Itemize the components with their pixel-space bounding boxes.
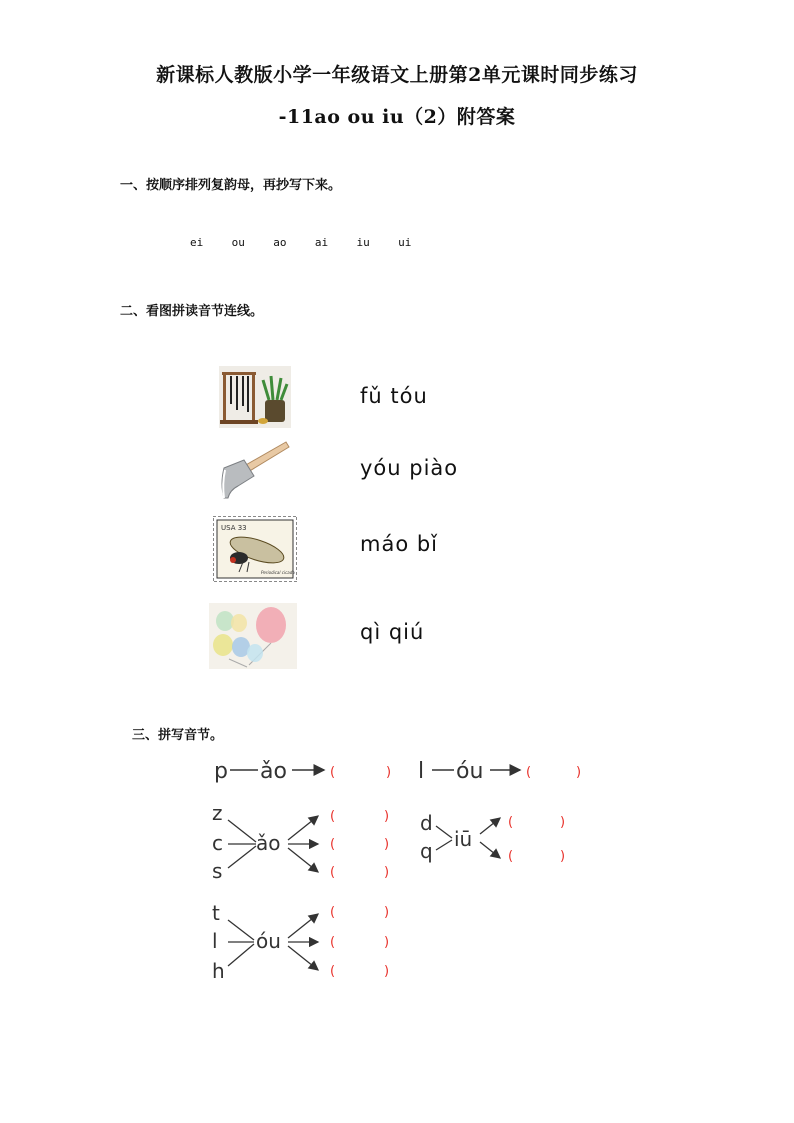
group-iu <box>420 811 565 864</box>
final-item: ei <box>190 236 204 249</box>
pinyin-word: máo bǐ <box>360 532 439 556</box>
initial-letter: d <box>420 811 433 835</box>
arrow <box>288 914 318 938</box>
answer-paren-close: ) <box>384 935 390 950</box>
connector-line <box>228 820 256 842</box>
group-ao <box>212 801 389 883</box>
answer-paren-open[interactable]: ( <box>508 815 514 830</box>
answer-paren-open[interactable]: ( <box>330 837 336 852</box>
arrow <box>288 848 318 872</box>
stamp-caption: Periodical cicada <box>261 570 295 575</box>
final-item: ui <box>398 236 412 249</box>
arrow <box>288 816 318 840</box>
answer-paren-open[interactable]: ( <box>330 809 336 824</box>
pinyin-word: yóu piào <box>360 456 459 480</box>
final-syllable: ǎo <box>256 831 281 855</box>
answer-paren-close: ) <box>384 964 390 979</box>
brush-picture <box>219 366 291 428</box>
answer-paren-close: ) <box>384 837 390 852</box>
arrow <box>480 842 500 858</box>
connector-line <box>436 826 452 838</box>
connector-line <box>436 840 452 850</box>
answer-paren-open[interactable]: ( <box>330 865 336 880</box>
initial-letter: p <box>214 759 228 784</box>
final-syllable: óu <box>256 929 281 953</box>
final-item: iu <box>356 236 370 249</box>
initial-letter: q <box>420 839 433 863</box>
arrow <box>480 818 500 834</box>
initial-letter: l <box>418 759 425 784</box>
finals-list <box>190 236 433 249</box>
pinyin-word: qì qiú <box>360 620 425 644</box>
initial-letter: z <box>212 801 223 825</box>
initial-letter: l <box>212 929 218 953</box>
initial-letter: c <box>212 831 223 855</box>
page-subtitle: -11ao ou iu（2）附答案 <box>278 106 516 128</box>
row1-right <box>418 759 581 784</box>
final-item: ou <box>231 236 245 249</box>
connector-line <box>228 920 254 940</box>
answer-paren-close: ) <box>384 865 390 880</box>
final-item: ao <box>273 236 287 249</box>
answer-paren-open[interactable]: ( <box>508 849 514 864</box>
final-item: ai <box>314 236 329 249</box>
answer-paren-close: ) <box>560 849 566 864</box>
connector-line <box>228 846 256 868</box>
answer-paren-close: ) <box>560 815 566 830</box>
balloons-picture <box>209 603 297 669</box>
answer-paren-close: ) <box>576 765 582 780</box>
group-ou <box>212 901 389 983</box>
final-syllable: óu <box>456 759 484 784</box>
initial-letter: h <box>212 959 225 983</box>
axe-picture <box>216 440 290 502</box>
answer-paren-open[interactable]: ( <box>330 935 336 950</box>
initial-letter: s <box>212 859 223 883</box>
row1-left <box>214 759 391 784</box>
stamp-text: USA 33 <box>221 524 247 532</box>
answer-paren-open[interactable]: ( <box>330 765 336 780</box>
pinyin-word: fǔ tóu <box>360 384 428 408</box>
spelling-exercise <box>200 750 620 990</box>
stamp-picture <box>213 516 297 582</box>
answer-paren-open[interactable]: ( <box>526 765 532 780</box>
page-title: 新课标人教版小学一年级语文上册第2单元课时同步练习 <box>156 64 638 86</box>
answer-paren-open[interactable]: ( <box>330 964 336 979</box>
final-syllable: iū <box>454 827 473 851</box>
answer-paren-open[interactable]: ( <box>330 905 336 920</box>
answer-paren-close: ) <box>384 809 390 824</box>
final-syllable: ǎo <box>260 759 287 784</box>
answer-paren-close: ) <box>384 905 390 920</box>
arrow <box>288 946 318 970</box>
section3-heading: 三、拼写音节。 <box>132 728 224 743</box>
section1-heading: 一、按顺序排列复韵母，再抄写下来。 <box>120 178 342 193</box>
section2-heading: 二、看图拼读音节连线。 <box>120 304 264 319</box>
answer-paren-close: ) <box>386 765 392 780</box>
connector-line <box>228 944 254 966</box>
initial-letter: t <box>212 901 220 925</box>
